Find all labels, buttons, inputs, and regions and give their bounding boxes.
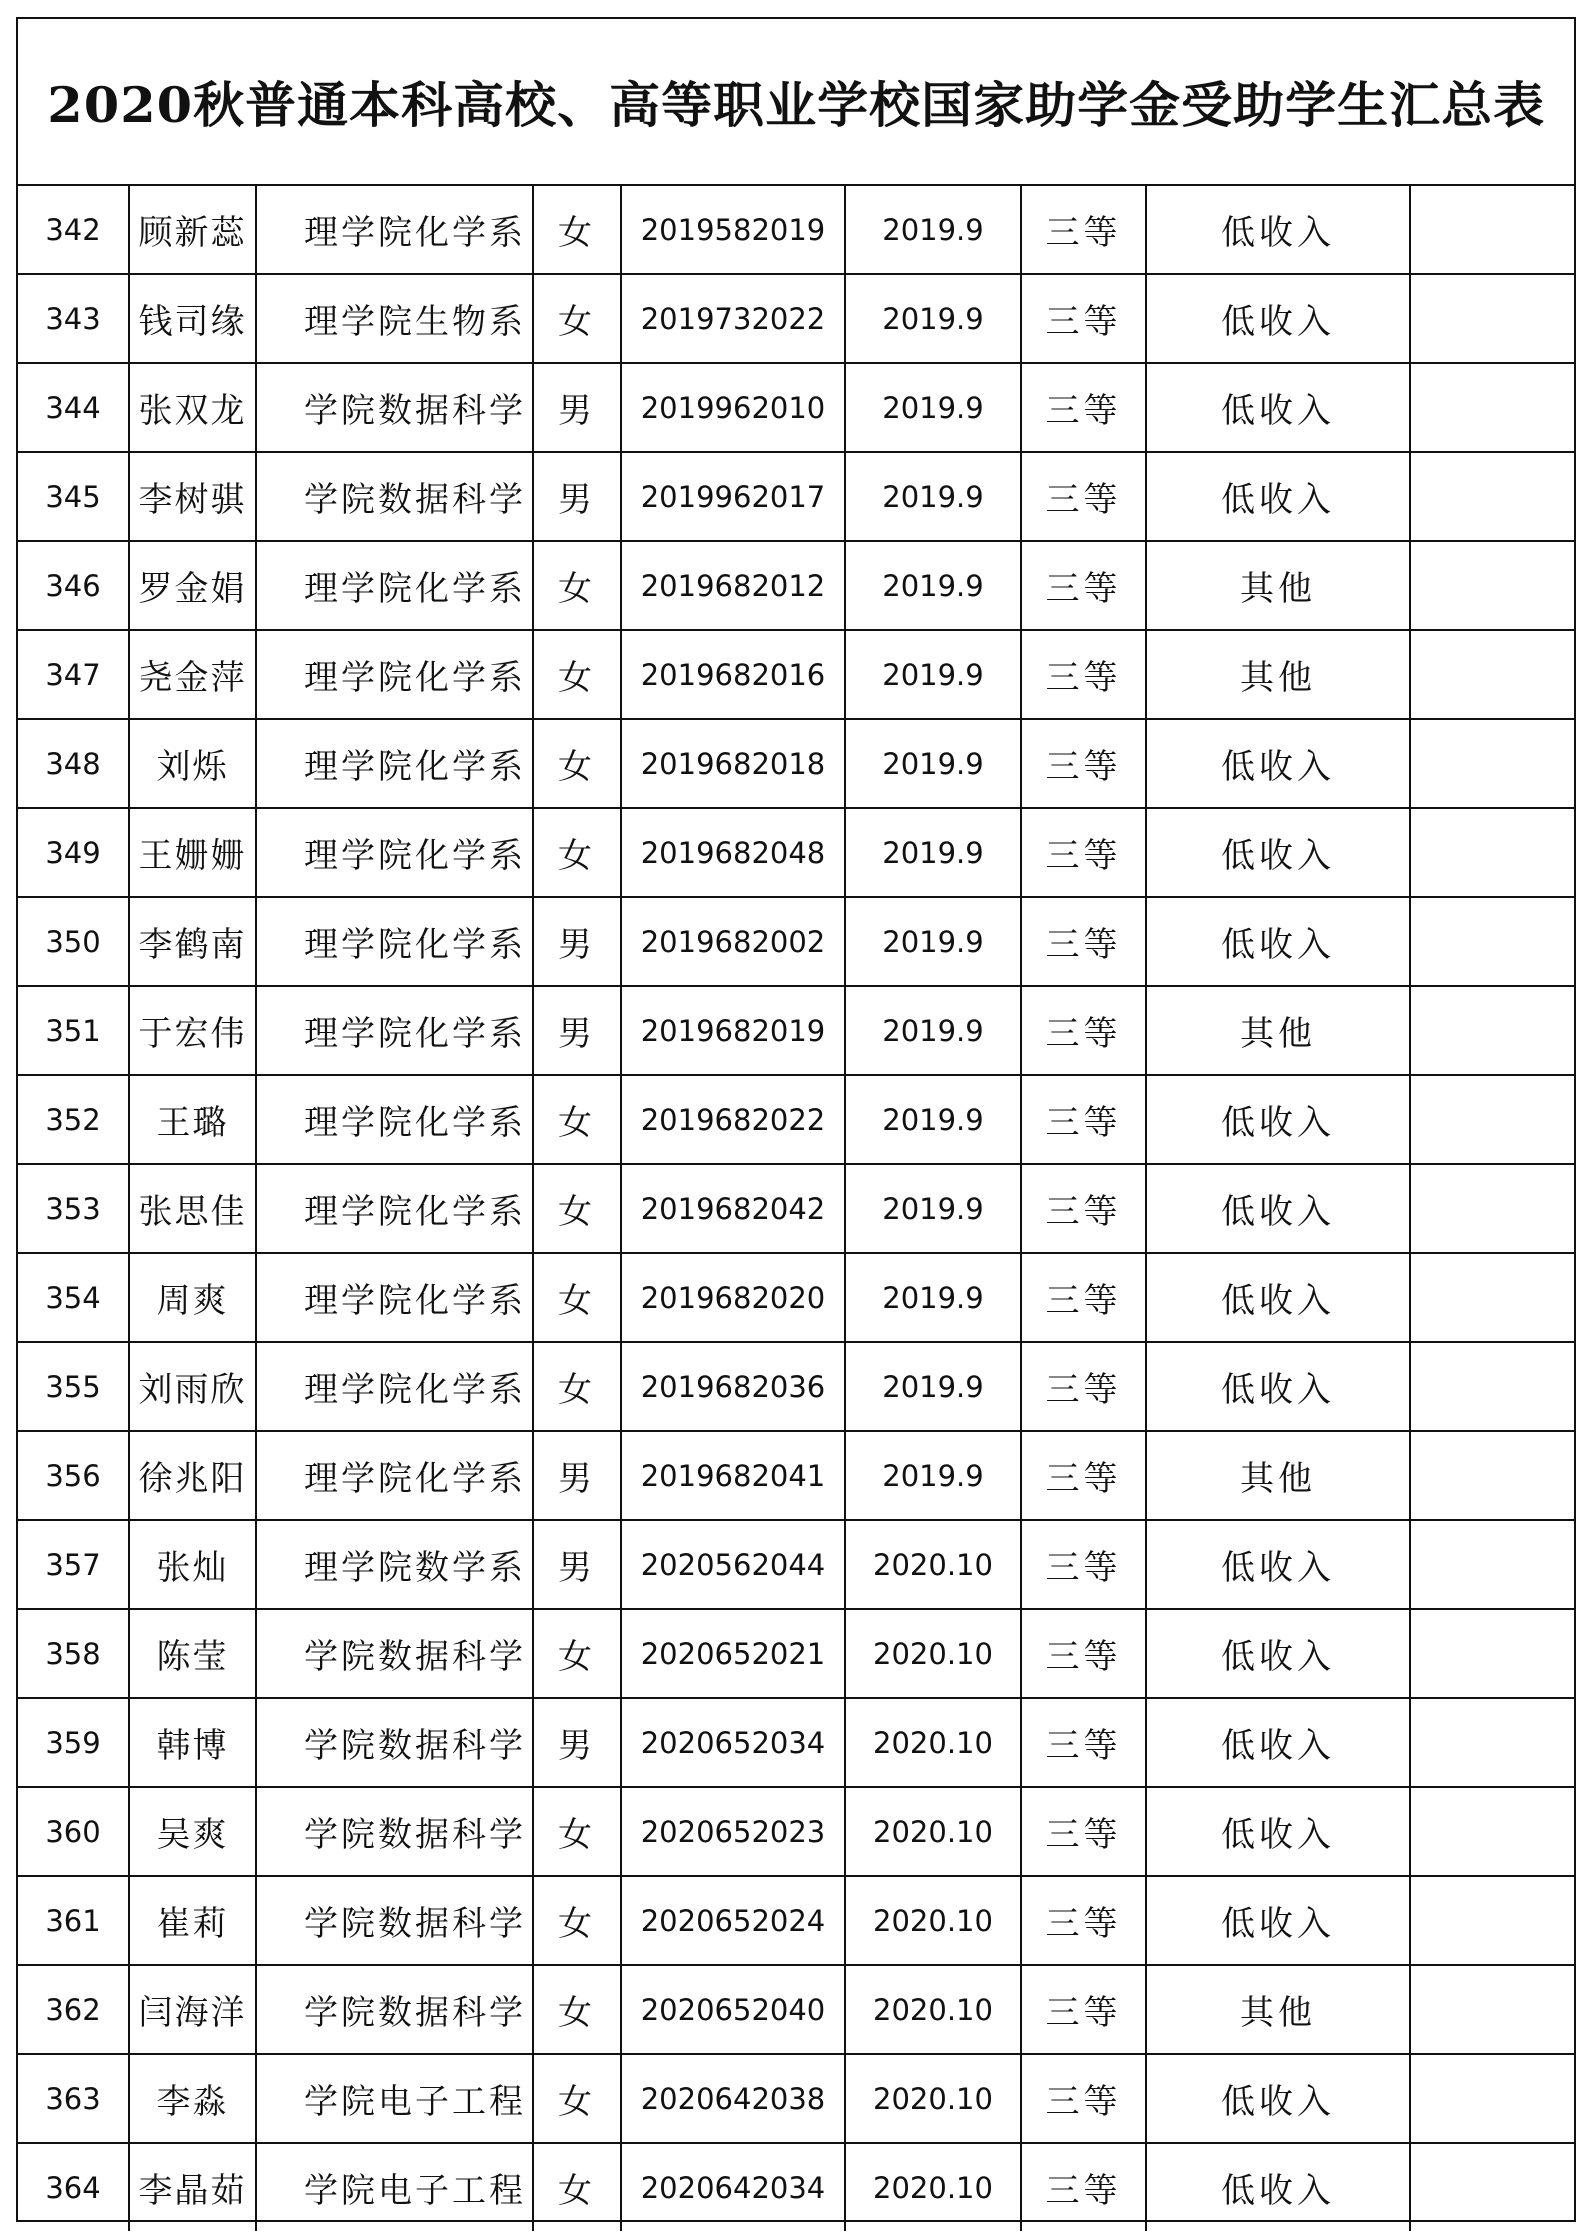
title-cell [18, 19, 1574, 186]
gender: 女 [533, 186, 621, 274]
remarks-cell [1410, 1075, 1574, 1164]
remarks-cell [1410, 1520, 1574, 1609]
department: 理学院化学系 [256, 186, 533, 274]
department: 理学院化学系 [256, 1431, 533, 1520]
enrollment-year: 2019.9 [845, 1075, 1021, 1164]
student-id: 2019682036 [621, 1342, 845, 1431]
department: 理学院生物系 [256, 274, 533, 363]
student-name: 李树骐 [129, 452, 256, 541]
student-name: 闫海洋 [129, 1965, 256, 2054]
enrollment-year: 2019.9 [845, 452, 1021, 541]
enrollment-year: 2020.10 [845, 1609, 1021, 1698]
grant-category: 低收入 [1146, 1342, 1410, 1431]
student-id: 2020652023 [621, 1787, 845, 1876]
grant-level: 三等 [1021, 719, 1146, 808]
remarks-cell [1410, 2054, 1574, 2143]
student-name: 王璐 [129, 1075, 256, 1164]
student-id: 2020642038 [621, 2054, 845, 2143]
table-row [18, 1698, 1574, 1787]
grant-level: 三等 [1021, 1520, 1146, 1609]
grant-category: 低收入 [1146, 1253, 1410, 1342]
student-name: 罗金娟 [129, 541, 256, 630]
grant-level: 三等 [1021, 1787, 1146, 1876]
department: 理学院化学系 [256, 986, 533, 1075]
student-id: 2019962010 [621, 363, 845, 452]
grant-category: 低收入 [1146, 719, 1410, 808]
enrollment-year: 2020.10 [845, 1698, 1021, 1787]
student-name: 王姗姗 [129, 808, 256, 897]
enrollment-year: 2019.9 [845, 630, 1021, 719]
student-id: 2019682019 [621, 986, 845, 1075]
student-name: 刘雨欣 [129, 1342, 256, 1431]
gender: 女 [533, 1965, 621, 2054]
department: 理学院化学系 [256, 808, 533, 897]
grant-level: 三等 [1021, 808, 1146, 897]
grant-category: 低收入 [1146, 1075, 1410, 1164]
grant-category: 低收入 [1146, 808, 1410, 897]
gender: 女 [533, 1609, 621, 1698]
table-row [18, 1965, 1574, 2054]
student-name: 钱司缘 [129, 274, 256, 363]
department: 理学院化学系 [256, 1075, 533, 1164]
row-number: 362 [18, 1965, 129, 2054]
remarks-cell [1410, 808, 1574, 897]
grant-category: 其他 [1146, 1965, 1410, 2054]
student-name: 吴爽 [129, 1787, 256, 1876]
gender: 女 [533, 274, 621, 363]
table-row [18, 541, 1574, 630]
gender: 女 [533, 1164, 621, 1253]
table-row [18, 808, 1574, 897]
enrollment-year: 2019.9 [845, 1253, 1021, 1342]
row-number: 355 [18, 1342, 129, 1431]
department: 学院数据科学 [256, 452, 533, 541]
grant-level: 三等 [1021, 1431, 1146, 1520]
remarks-cell [1410, 630, 1574, 719]
remarks-cell [1410, 986, 1574, 1075]
summary-sheet [16, 17, 1576, 2222]
grant-level: 三等 [1021, 897, 1146, 986]
gender: 女 [533, 1075, 621, 1164]
grant-category: 低收入 [1146, 186, 1410, 274]
grant-category: 低收入 [1146, 2143, 1410, 2231]
gender: 女 [533, 1787, 621, 1876]
student-id: 2020642034 [621, 2143, 845, 2231]
department: 理学院化学系 [256, 630, 533, 719]
grant-category: 其他 [1146, 541, 1410, 630]
row-number: 363 [18, 2054, 129, 2143]
row-number: 358 [18, 1609, 129, 1698]
table-row [18, 1431, 1574, 1520]
row-number: 345 [18, 452, 129, 541]
student-name: 张灿 [129, 1520, 256, 1609]
student-id: 2019682016 [621, 630, 845, 719]
row-number: 356 [18, 1431, 129, 1520]
remarks-cell [1410, 186, 1574, 274]
grant-level: 三等 [1021, 1253, 1146, 1342]
enrollment-year: 2019.9 [845, 1342, 1021, 1431]
department: 理学院化学系 [256, 1253, 533, 1342]
gender: 男 [533, 897, 621, 986]
gender: 男 [533, 986, 621, 1075]
gender: 女 [533, 541, 621, 630]
gender: 女 [533, 1342, 621, 1431]
enrollment-year: 2019.9 [845, 363, 1021, 452]
table-row [18, 1253, 1574, 1342]
enrollment-year: 2020.10 [845, 1787, 1021, 1876]
student-id: 2019682018 [621, 719, 845, 808]
remarks-cell [1410, 1342, 1574, 1431]
enrollment-year: 2019.9 [845, 1164, 1021, 1253]
remarks-cell [1410, 541, 1574, 630]
table-row [18, 1609, 1574, 1698]
grant-category: 低收入 [1146, 2054, 1410, 2143]
grant-level: 三等 [1021, 2054, 1146, 2143]
gender: 男 [533, 363, 621, 452]
grant-category: 低收入 [1146, 274, 1410, 363]
grant-level: 三等 [1021, 1876, 1146, 1965]
department: 学院数据科学 [256, 1698, 533, 1787]
row-number: 352 [18, 1075, 129, 1164]
student-id: 2019682020 [621, 1253, 845, 1342]
table-row [18, 1164, 1574, 1253]
department: 理学院化学系 [256, 1164, 533, 1253]
student-id: 2019682048 [621, 808, 845, 897]
gender: 女 [533, 1876, 621, 1965]
grant-level: 三等 [1021, 1609, 1146, 1698]
student-name: 李淼 [129, 2054, 256, 2143]
remarks-cell [1410, 1431, 1574, 1520]
enrollment-year: 2019.9 [845, 986, 1021, 1075]
gender: 女 [533, 2054, 621, 2143]
student-id: 2020652021 [621, 1609, 845, 1698]
grant-category: 其他 [1146, 1431, 1410, 1520]
student-id: 2019682042 [621, 1164, 845, 1253]
remarks-cell [1410, 452, 1574, 541]
student-id: 2019682012 [621, 541, 845, 630]
enrollment-year: 2019.9 [845, 186, 1021, 274]
gender: 女 [533, 630, 621, 719]
grant-level: 三等 [1021, 274, 1146, 363]
enrollment-year: 2019.9 [845, 274, 1021, 363]
student-id: 2020652034 [621, 1698, 845, 1787]
remarks-cell [1410, 897, 1574, 986]
gender: 男 [533, 452, 621, 541]
department: 学院数据科学 [256, 1787, 533, 1876]
row-number: 349 [18, 808, 129, 897]
table-row [18, 2143, 1574, 2231]
student-name: 徐兆阳 [129, 1431, 256, 1520]
remarks-cell [1410, 1965, 1574, 2054]
table-row [18, 186, 1574, 274]
department: 学院数据科学 [256, 1609, 533, 1698]
grant-category: 低收入 [1146, 1520, 1410, 1609]
enrollment-year: 2019.9 [845, 808, 1021, 897]
department: 理学院化学系 [256, 897, 533, 986]
grant-level: 三等 [1021, 1342, 1146, 1431]
department: 理学院化学系 [256, 719, 533, 808]
remarks-cell [1410, 1787, 1574, 1876]
table-row [18, 986, 1574, 1075]
table-row [18, 630, 1574, 719]
gender: 男 [533, 1698, 621, 1787]
table-row [18, 2054, 1574, 2143]
enrollment-year: 2020.10 [845, 1520, 1021, 1609]
gender: 女 [533, 719, 621, 808]
remarks-cell [1410, 719, 1574, 808]
grant-level: 三等 [1021, 1164, 1146, 1253]
page-title: 2020秋普通本科高校、高等职业学校国家助学金受助学生汇总表 [46, 75, 1545, 134]
student-name: 李晶茹 [129, 2143, 256, 2231]
student-id: 2019682041 [621, 1431, 845, 1520]
student-id: 2020652040 [621, 1965, 845, 2054]
grant-category: 低收入 [1146, 897, 1410, 986]
department: 学院数据科学 [256, 1965, 533, 2054]
grant-level: 三等 [1021, 2143, 1146, 2231]
row-number: 342 [18, 186, 129, 274]
row-number: 344 [18, 363, 129, 452]
student-name: 崔莉 [129, 1876, 256, 1965]
student-name: 刘烁 [129, 719, 256, 808]
department: 理学院化学系 [256, 541, 533, 630]
grant-level: 三等 [1021, 363, 1146, 452]
row-number: 353 [18, 1164, 129, 1253]
student-name: 尧金萍 [129, 630, 256, 719]
student-id: 2019682022 [621, 1075, 845, 1164]
gender: 女 [533, 2143, 621, 2231]
student-name: 韩博 [129, 1698, 256, 1787]
grant-level: 三等 [1021, 630, 1146, 719]
row-number: 354 [18, 1253, 129, 1342]
grant-category: 低收入 [1146, 1876, 1410, 1965]
table-row [18, 1520, 1574, 1609]
student-id: 2019962017 [621, 452, 845, 541]
grant-level: 三等 [1021, 541, 1146, 630]
department: 学院电子工程 [256, 2054, 533, 2143]
student-id: 2019732022 [621, 274, 845, 363]
grant-level: 三等 [1021, 452, 1146, 541]
table-row [18, 897, 1574, 986]
student-name: 于宏伟 [129, 986, 256, 1075]
gender: 男 [533, 1520, 621, 1609]
student-name: 顾新蕊 [129, 186, 256, 274]
grant-level: 三等 [1021, 186, 1146, 274]
remarks-cell [1410, 1698, 1574, 1787]
enrollment-year: 2020.10 [845, 2054, 1021, 2143]
row-number: 360 [18, 1787, 129, 1876]
table-row [18, 1876, 1574, 1965]
remarks-cell [1410, 1253, 1574, 1342]
grant-category: 其他 [1146, 630, 1410, 719]
department: 学院数据科学 [256, 363, 533, 452]
grant-category: 低收入 [1146, 1787, 1410, 1876]
table-row [18, 719, 1574, 808]
department: 学院电子工程 [256, 2143, 533, 2231]
recipients-table [18, 186, 1574, 2231]
enrollment-year: 2019.9 [845, 897, 1021, 986]
gender: 男 [533, 1431, 621, 1520]
remarks-cell [1410, 274, 1574, 363]
grant-category: 低收入 [1146, 1164, 1410, 1253]
remarks-cell [1410, 2143, 1574, 2231]
student-id: 2019682002 [621, 897, 845, 986]
enrollment-year: 2019.9 [845, 1431, 1021, 1520]
enrollment-year: 2019.9 [845, 719, 1021, 808]
enrollment-year: 2019.9 [845, 541, 1021, 630]
table-row [18, 1342, 1574, 1431]
row-number: 346 [18, 541, 129, 630]
row-number: 350 [18, 897, 129, 986]
grant-level: 三等 [1021, 986, 1146, 1075]
row-number: 343 [18, 274, 129, 363]
enrollment-year: 2020.10 [845, 1876, 1021, 1965]
grant-category: 低收入 [1146, 363, 1410, 452]
grant-category: 低收入 [1146, 1698, 1410, 1787]
row-number: 357 [18, 1520, 129, 1609]
student-id: 2019582019 [621, 186, 845, 274]
gender: 女 [533, 1253, 621, 1342]
row-number: 351 [18, 986, 129, 1075]
remarks-cell [1410, 363, 1574, 452]
grant-level: 三等 [1021, 1698, 1146, 1787]
student-id: 2020562044 [621, 1520, 845, 1609]
enrollment-year: 2020.10 [845, 1965, 1021, 2054]
enrollment-year: 2020.10 [845, 2143, 1021, 2231]
department: 理学院化学系 [256, 1342, 533, 1431]
row-number: 348 [18, 719, 129, 808]
row-number: 364 [18, 2143, 129, 2231]
grant-category: 低收入 [1146, 452, 1410, 541]
row-number: 361 [18, 1876, 129, 1965]
row-number: 359 [18, 1698, 129, 1787]
grant-level: 三等 [1021, 1075, 1146, 1164]
remarks-cell [1410, 1609, 1574, 1698]
grant-category: 其他 [1146, 986, 1410, 1075]
table-row [18, 363, 1574, 452]
student-name: 张双龙 [129, 363, 256, 452]
table-row [18, 274, 1574, 363]
department: 理学院数学系 [256, 1520, 533, 1609]
remarks-cell [1410, 1876, 1574, 1965]
table-row [18, 1075, 1574, 1164]
row-number: 347 [18, 630, 129, 719]
gender: 女 [533, 808, 621, 897]
remarks-cell [1410, 1164, 1574, 1253]
table-row [18, 1787, 1574, 1876]
grant-category: 低收入 [1146, 1609, 1410, 1698]
student-name: 李鹤南 [129, 897, 256, 986]
department: 学院数据科学 [256, 1876, 533, 1965]
student-name: 周爽 [129, 1253, 256, 1342]
student-name: 陈莹 [129, 1609, 256, 1698]
table-row [18, 452, 1574, 541]
student-name: 张思佳 [129, 1164, 256, 1253]
student-id: 2020652024 [621, 1876, 845, 1965]
grant-level: 三等 [1021, 1965, 1146, 2054]
